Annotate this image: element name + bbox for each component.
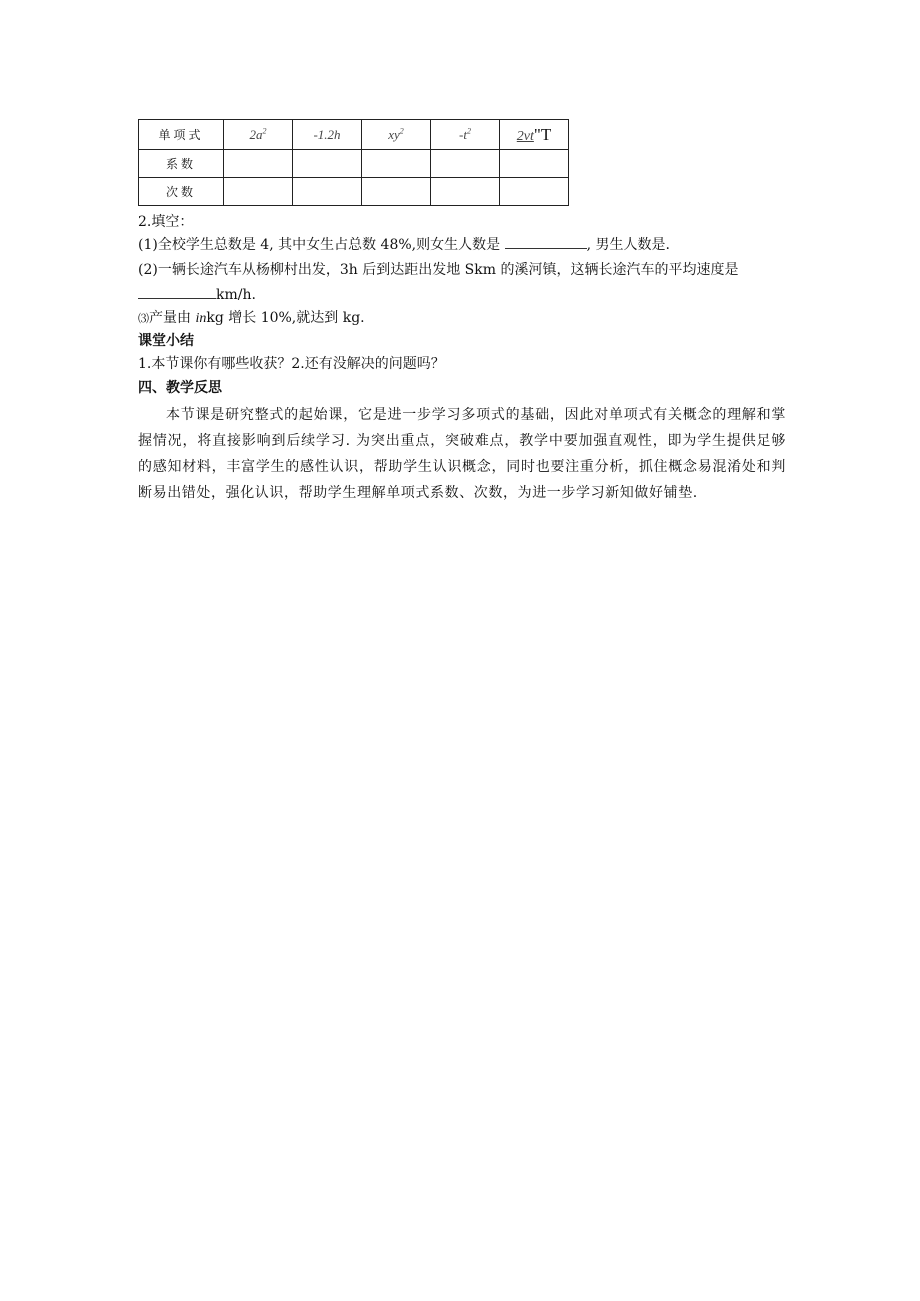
table-row [139,178,569,206]
answer-cell[interactable] [362,178,431,206]
monomial-cell: $2a^2$ [224,120,293,150]
fill-in-heading: 2.填空： [138,214,194,230]
reflection-heading: 四、教学反思 [138,380,222,396]
summary-text: 1.本节课你有哪些收获？2.还有没解决的问题吗？ [138,356,445,372]
question-3: ⑶产量由 inkg 增长 10%,就达到 kg. [138,310,365,326]
answer-cell[interactable] [500,178,569,206]
monomial-cell: 2vt"T [500,120,569,150]
answer-cell[interactable] [224,178,293,206]
question-2-cont: km/h. [138,284,256,305]
answer-cell[interactable] [362,150,431,178]
monomial-cell: -1.2h [293,120,362,150]
answer-blank[interactable] [138,284,216,299]
row-header-monomial: 单项式 [139,120,224,150]
summary-heading: 课堂小结 [138,333,194,349]
answer-blank[interactable] [505,234,587,249]
table-row [139,120,569,150]
answer-cell[interactable] [293,178,362,206]
question-1: (1)全校学生总数是 4, 其中女生占总数 48%,则女生人数是 , 男生人数是. [138,234,670,255]
monomial-cell: $-t^2$ [431,120,500,150]
answer-cell[interactable] [431,178,500,206]
row-header-coefficient: 系数 [139,150,224,178]
answer-cell[interactable] [224,150,293,178]
answer-cell[interactable] [293,150,362,178]
question-2: (2)一辆长途汽车从杨柳村出发，3h 后到达距出发地 Skm 的溪河镇，这辆长途汽车的平均速度是 [138,262,739,278]
answer-cell[interactable] [431,150,500,178]
table-row [139,150,569,178]
monomial-cell: $xy^2$ [362,120,431,150]
answer-cell[interactable] [500,150,569,178]
row-header-degree: 次数 [139,178,224,206]
reflection-paragraph: 本节课是研究整式的起始课，它是进一步学习多项式的基础，因此对单项式有关概念的理解和掌握情况，将直接影响到后续学习. 为突出重点，突破难点，教学中要加强直观性，即为学生提供足够的感知材料，丰富学生的感性认识，帮助学生认识概念，同时也要注重分析，抓住概念易混淆处和判断易出错处，强化认识，帮助学生理解单项式系数、次数，为进一步学习新知做好铺垫. [138,407,786,501]
monomial-table [138,119,569,206]
